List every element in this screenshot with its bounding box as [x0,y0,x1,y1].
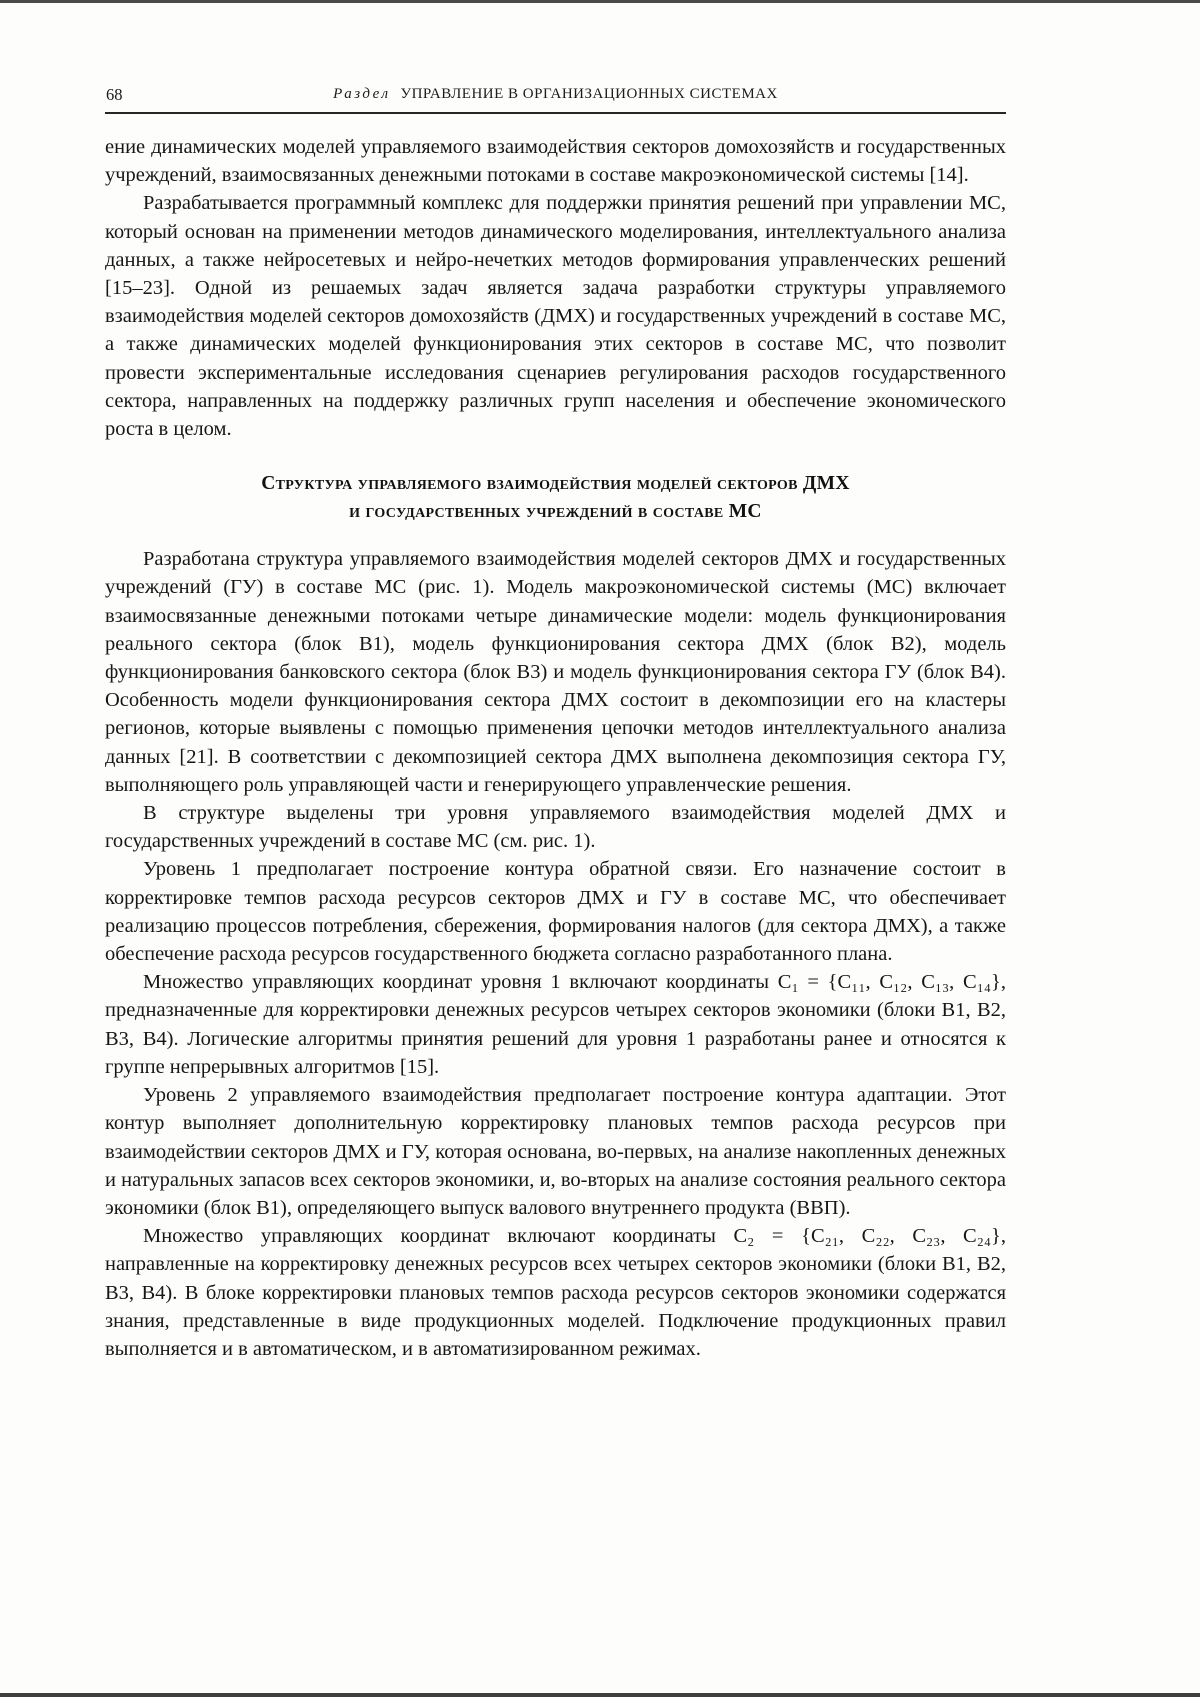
section-heading-line1: Структура управляемого взаимодействия моделей секторов ДМХ [261,473,850,495]
scan-edge-top [0,0,1200,3]
section-heading [105,470,1006,526]
paragraph-with-formula: Множество управляющих координат уровня 1 включают координаты C₁ = {C₁₁, C₁₂, C₁₃, C₁₄}, предназначенные для корректировки денежных ресурсов четырех секторов экономики (блоки В1, В2, В3, В4). Логические алгоритмы принятия решений для уровня 1 разработаны ранее и относятся к группе непрерывных алгоритмов [15]. [105,971,1006,1078]
running-title-prefix: Раздел [333,86,391,102]
paragraph: Уровень 2 управляемого взаимодействия предполагает построение контура адаптации. Этот контур выполняет дополнительную корректировку плановых темпов расхода ресурсов при взаимодействии секторов ДМХ и ГУ, которая основана, во-первых, на анализе накопленных денежных и натуральных запасов всех секторов экономики, и, во-вторых на анализе состояния реального сектора экономики (блок В1), определяющего выпуск валового внутреннего продукта (ВВП). [105,1084,1006,1219]
page-number: 68 [106,85,123,104]
paragraph-continuation: ение динамических моделей управляемого взаимодействия секторов домохозяйств и государственных учреждений, взаимосвязанных денежными потоками в составе макроэкономической системы [14]. [105,136,1006,187]
paragraph: Разрабатывается программный комплекс для поддержки принятия решений при управлении МС, который основан на применении методов динамического моделирования, интеллектуального анализа данных, а также нейросетевых и нейро-нечетких методов формирования управленческих решений [15–23]. Одной из решаемых задач является задача разработки структуры управляемого взаимодействия моделей секторов домохозяйств (ДМХ) и государственных учреждений в составе МС, а также динамических моделей функционирования этих секторов в составе МС, что позволит провести экспериментальные исследования сценариев регулирования расходов государственного сектора, направленных на поддержку различных групп населения и обеспечение экономического роста в целом. [105,192,1006,441]
paragraph: В структуре выделены три уровня управляемого взаимодействия моделей ДМХ и государственных учреждений в составе МС (см. рис. 1). [105,802,1006,853]
paragraph: Уровень 1 предполагает построение контура обратной связи. Его назначение состоит в корректировке темпов расхода ресурсов секторов ДМХ и ГУ в составе МС, что обеспечивает реализацию процессов потребления, сбережения, формирования налогов (для сектора ДМХ), а также обеспечение расхода ресурсов государственного бюджета согласно разработанного плана. [105,858,1006,966]
scan-edge-bottom [0,1693,1200,1697]
article-body [105,133,1006,1363]
running-title [333,86,778,102]
document-page [105,86,1006,1363]
running-title-text: УПРАВЛЕНИЕ В ОРГАНИЗАЦИОННЫХ СИСТЕМАХ [400,86,778,102]
section-heading-line2: и государственных учреждений в составе МС [349,501,762,523]
paragraph-with-formula: Множество управляющих координат включают координаты C₂ = {C₂₁, C₂₂, C₂₃, C₂₄}, направленные на корректировку денежных ресурсов всех четырех секторов экономики (блоки В1, В2, В3, В4). В блоке корректировки плановых темпов расхода ресурсов секторов экономики содержатся знания, представленные в виде продукционных моделей. Подключение продукционных правил выполняется и в автоматическом, и в автоматизированном режимах. [105,1225,1006,1360]
page-header [105,86,1006,114]
paragraph: Разработана структура управляемого взаимодействия моделей секторов ДМХ и государственных учреждений (ГУ) в составе МС (рис. 1). Модель макроэкономической системы (МС) включает взаимосвязанные денежными потоками четыре динамические модели: модель функционирования реального сектора (блок В1), модель функционирования сектора ДМХ (блок В2), модель функционирования банковского сектора (блок В3) и модель функционирования сектора ГУ (блок В4). Особенность модели функционирования сектора ДМХ состоит в декомпозиции его на кластеры регионов, которые выявлены с помощью применения цепочки методов интеллектуального анализа данных [21]. В соответствии с декомпозицией сектора ДМХ выполнена декомпозиция сектора ГУ, выполняющего роль управляющей части и генерирующего управленческие решения. [105,548,1006,796]
